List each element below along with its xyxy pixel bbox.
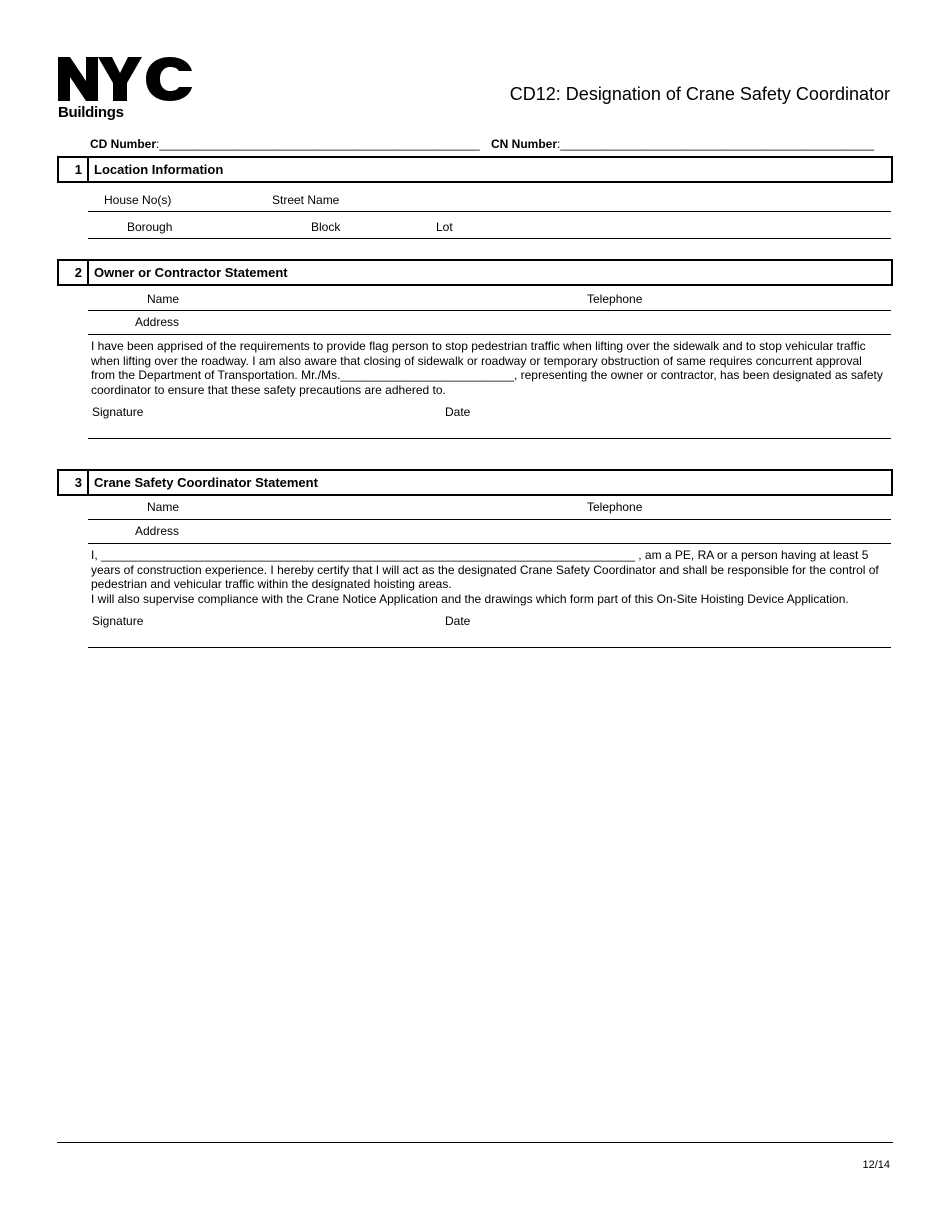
section-1-header bbox=[57, 156, 893, 183]
cn-number-field[interactable] bbox=[491, 137, 874, 151]
owner-name-line[interactable] bbox=[88, 310, 891, 311]
coordinator-statement-part-2: I will also supervise compliance with the Crane Notice Application and the drawings which form part of this On-Site Hoisting Device Application. bbox=[91, 591, 849, 606]
owner-address-line[interactable] bbox=[88, 334, 891, 335]
coordinator-address-line[interactable] bbox=[88, 543, 891, 544]
cn-number-label: CN Number bbox=[491, 137, 558, 151]
nyc-logo-graphic bbox=[58, 55, 196, 103]
borough-block-lot-line[interactable] bbox=[88, 238, 891, 239]
owner-date-label: Date bbox=[445, 405, 471, 419]
cd-number-field[interactable] bbox=[90, 137, 480, 151]
cn-number-line: :_______________________________________________ bbox=[557, 137, 875, 151]
house-number-label: House No(s) bbox=[104, 193, 172, 207]
cd-number-line: :________________________________________________ bbox=[156, 137, 480, 151]
coordinator-statement-part-1: I, ________________________________________________________________________________ , am a PE, RA or a person having at least 5 years of construction experience. I hereby certify that I will act as the designated Crane Safety Coordinator and shall be responsible for the control of pedestrian and vehicular traffic within the designated hoisting areas. bbox=[91, 548, 879, 591]
section-2-header bbox=[57, 259, 893, 286]
owner-statement: I have been apprised of the requirements to provide flag person to stop pedestrian traffic when lifting over the sidewalk and to stop vehicular traffic when lifting over the roadway. I am also aware that closing of sidewalk or roadway or temporary obstruction of same requires concurrent approval from the Department of Transportation. Mr./Ms.__________________________, representing the owner or contractor, has been designated as safety coordinator to ensure that these safety precautions are adhered to. bbox=[91, 339, 883, 397]
section-1-title: Location Information bbox=[94, 162, 224, 177]
coordinator-address-label: Address bbox=[135, 524, 180, 538]
footer-divider bbox=[57, 1142, 893, 1143]
coordinator-telephone-label: Telephone bbox=[587, 500, 643, 514]
section-3-number: 3 bbox=[59, 471, 89, 494]
form-title: CD12: Designation of Crane Safety Coordinator bbox=[509, 84, 890, 104]
owner-signature-line[interactable] bbox=[88, 438, 891, 439]
owner-signature-label: Signature bbox=[92, 405, 144, 419]
section-3-header bbox=[57, 469, 893, 496]
coordinator-signature-line[interactable] bbox=[88, 647, 891, 648]
lot-label: Lot bbox=[436, 220, 453, 234]
borough-label: Borough bbox=[127, 220, 173, 234]
section-2-title: Owner or Contractor Statement bbox=[94, 265, 288, 280]
coordinator-statement bbox=[91, 548, 887, 606]
page-number: 12/14 bbox=[862, 1159, 890, 1171]
coordinator-name-label: Name bbox=[147, 500, 180, 514]
coordinator-signature-label: Signature bbox=[92, 614, 144, 628]
street-name-label: Street Name bbox=[272, 193, 340, 207]
section-2-number: 2 bbox=[59, 261, 89, 284]
owner-address-label: Address bbox=[135, 315, 180, 329]
block-label: Block bbox=[311, 220, 341, 234]
coordinator-name-line[interactable] bbox=[88, 519, 891, 520]
section-3-title: Crane Safety Coordinator Statement bbox=[94, 475, 318, 490]
logo-subtitle: Buildings bbox=[58, 104, 124, 121]
coordinator-date-label: Date bbox=[445, 614, 471, 628]
house-street-line[interactable] bbox=[88, 211, 891, 212]
cd-number-label: CD Number bbox=[90, 137, 157, 151]
owner-telephone-label: Telephone bbox=[587, 292, 643, 306]
owner-name-label: Name bbox=[147, 292, 180, 306]
section-1-number: 1 bbox=[59, 158, 89, 181]
